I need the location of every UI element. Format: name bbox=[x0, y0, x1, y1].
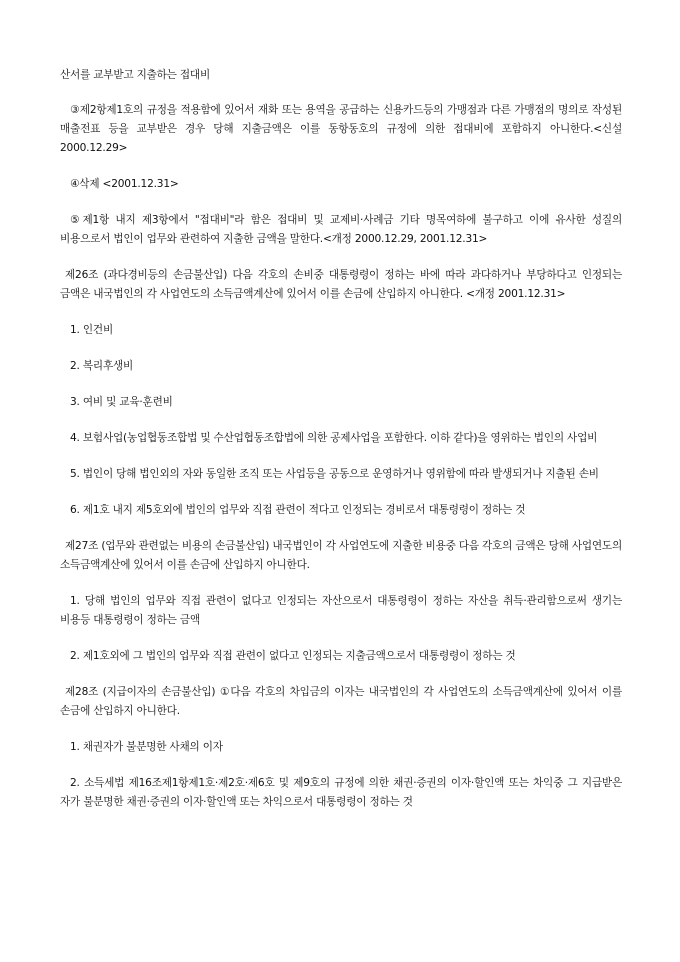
list-item-26-5: 5. 법인이 당해 법인외의 자와 동일한 조직 또는 사업등을 공동으로 운영하거나 영위함에 따라 발생되거나 지출된 손비 bbox=[70, 468, 599, 480]
article-26-heading: 제26조 (과다경비등의 손금불산입) 다음 각호의 손비중 대통령령이 정하는 바에 따라 과다하거나 부당하다고 인정되는 금액은 내국법인의 각 사업연도의 소득금액계산에 있어서 이를 손금에 산입하지 아니한다. <개정 2001.12.31> bbox=[60, 269, 622, 300]
list-item-28-1: 1. 채권자가 불분명한 사채의 이자 bbox=[70, 741, 223, 753]
list-item-28-2: 2. 소득세법 제16조제1항제1호·제2호·제6호 및 제9호의 규정에 의한 채권·증권의 이자·할인액 또는 차익중 그 지급받은 자가 불분명한 채권·증권의 이자·할인액 또는 차익으로서 대통령령이 정하는 것 bbox=[60, 777, 622, 808]
list-item-26-6: 6. 제1호 내지 제5호외에 법인의 업무와 직접 관련이 적다고 인정되는 경비로서 대통령령이 정하는 것 bbox=[70, 504, 526, 516]
list-item-26-1: 1. 인건비 bbox=[70, 324, 113, 336]
paragraph-clause-5: ⑤제1항 내지 제3항에서 "접대비"라 함은 접대비 및 교제비·사례금 기타 명목여하에 불구하고 이에 유사한 성질의 비용으로서 법인이 업무와 관련하여 지출한 금액을 말한다.<개정 2000.12.29, 2001.12.31> bbox=[60, 214, 622, 245]
paragraph-clause-4: ④삭제 <2001.12.31> bbox=[70, 178, 179, 190]
list-item-27-2: 2. 제1호외에 그 법인의 업무와 직접 관련이 없다고 인정되는 지출금액으로서 대통령령이 정하는 것 bbox=[70, 650, 516, 662]
list-item-26-3: 3. 여비 및 교육·훈련비 bbox=[70, 396, 173, 408]
paragraph-clause-3: ③제2항제1호의 규정을 적용함에 있어서 재화 또는 용역을 공급하는 신용카드등의 가맹점과 다른 가맹점의 명의로 작성된 매출전표 등을 교부받은 경우 당해 지출금액은 이를 동항동호의 규정에 의한 접대비에 포함하지 아니한다.<신설 2000.12.29> bbox=[60, 104, 622, 154]
paragraph-continued: 산서를 교부받고 지출하는 접대비 bbox=[60, 69, 210, 81]
list-item-26-4: 4. 보험사업(농업협동조합법 및 수산업협동조합법에 의한 공제사업을 포함한다. 이하 같다)을 영위하는 법인의 사업비 bbox=[70, 432, 598, 444]
article-27-heading: 제27조 (업무와 관련없는 비용의 손금불산입) 내국법인이 각 사업연도에 지출한 비용중 다음 각호의 금액은 당해 사업연도의 소득금액계산에 있어서 이를 손금에 산입하지 아니한다. bbox=[60, 540, 622, 571]
list-item-27-1: 1. 당해 법인의 업무와 직접 관련이 없다고 인정되는 자산으로서 대통령령이 정하는 자산을 취득·관리함으로써 생기는 비용등 대통령령이 정하는 금액 bbox=[60, 595, 622, 626]
document-page bbox=[60, 66, 622, 829]
article-28-heading: 제28조 (지급이자의 손금불산입) ①다음 각호의 차입금의 이자는 내국법인의 각 사업연도의 소득금액계산에 있어서 이를 손금에 산입하지 아니한다. bbox=[60, 686, 622, 717]
list-item-26-2: 2. 복리후생비 bbox=[70, 360, 134, 372]
